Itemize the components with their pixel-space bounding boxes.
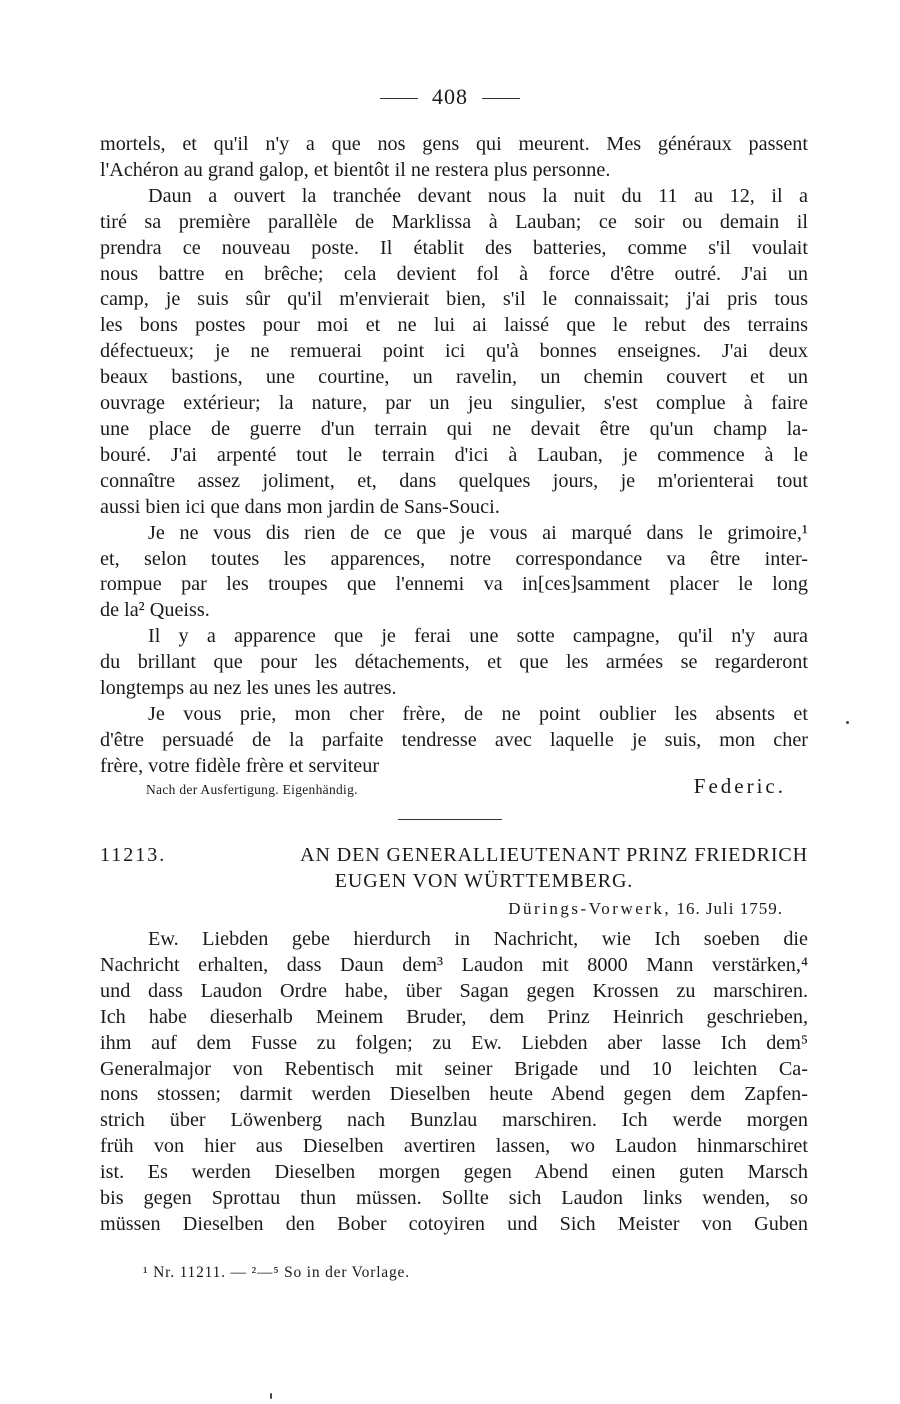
print-speck <box>270 1393 272 1399</box>
text-line: Nachricht erhalten, dass Daun dem³ Laudon mit 8000 Mann verstärken,⁴ <box>100 953 808 976</box>
dateline-place: Dürings-Vorwerk, <box>508 899 672 918</box>
text-line: connaître assez joliment, et, dans quelques jours, je m'orienterai tout <box>100 469 808 492</box>
text-line: müssen Dieselben den Bober cotoyiren und Sich Meister von Guben <box>100 1212 808 1235</box>
text-line: frère, votre fidèle frère et serviteur <box>100 754 380 777</box>
print-speck <box>846 721 849 724</box>
text-line: Generalmajor von Rebentisch mit seiner Brigade und 10 leichten Ca- <box>100 1057 808 1080</box>
text-line: aussi bien ici que dans mon jardin de Sans-Souci. <box>100 495 500 518</box>
footnotes: ¹ Nr. 11211. — ²—⁵ So in der Vorlage. <box>143 1264 410 1281</box>
paragraph <box>100 702 808 780</box>
letter-continuation <box>100 132 808 780</box>
text-line: ihm auf dem Fusse zu folgen; zu Ew. Liebden aber lasse Ich dem⁵ <box>100 1031 808 1054</box>
text-line: ouvrage extérieur; la nature, par un jeu singulier, s'est complue à faire <box>100 392 808 415</box>
letter-number: 11213. <box>100 844 167 866</box>
paragraph <box>100 521 808 625</box>
paragraph <box>100 624 808 702</box>
text-line: Il y a apparence que je ferai une sotte campagne, qu'il n'y aura <box>148 625 808 648</box>
text-line: l'Achéron au grand galop, et bientôt il ne restera plus personne. <box>100 158 611 181</box>
text-line: Ich habe dieserhalb Meinem Bruder, dem Prinz Heinrich geschrieben, <box>100 1005 808 1028</box>
text-line: longtemps au nez les unes les autres. <box>100 677 397 700</box>
text-line: strich über Löwenberg nach Bunzlau marschiren. Ich werde morgen <box>100 1109 808 1132</box>
text-line: camp, je suis sûr qu'il m'envierait bien, s'il le connaissait; j'ai pris tous <box>100 288 808 311</box>
text-line: d'être persuadé de la parfaite tendresse avec laquelle je suis, mon cher <box>100 728 808 751</box>
dateline <box>508 899 783 919</box>
heading-line <box>100 842 808 868</box>
text-line: ist. Es werden Dieselben morgen gegen Abend einen guten Marsch <box>100 1161 808 1184</box>
text-line: prendra ce nouveau poste. Il établit des batteries, comme s'il voulait <box>100 236 808 259</box>
text-line: et, selon toutes les apparences, notre correspondance va être inter- <box>100 547 808 570</box>
text-line: de la² Queiss. <box>100 599 210 622</box>
paragraph <box>100 184 808 521</box>
page-number-text: 408 <box>432 84 468 109</box>
text-line: défectueux; je ne remuerai point ici qu'à bonnes enseignes. J'ai deux <box>100 340 808 363</box>
text-line: beaux bastions, une courtine, un ravelin, un chemin couvert et un <box>100 366 808 389</box>
page-number-rule-right <box>482 98 520 99</box>
recipient-line-2: EUGEN VON WÜRTTEMBERG. <box>334 870 634 892</box>
section-divider <box>398 819 502 820</box>
text-line: Je vous prie, mon cher frère, de ne point oublier les absents et <box>148 702 808 725</box>
page-number-rule-left <box>380 98 418 99</box>
signature: Federic. <box>693 774 786 798</box>
recipient-line-1: AN DEN GENERALLIEUTENANT PRINZ FRIEDRICH <box>300 844 808 866</box>
text-line: nous battre en brêche; cela devient fol à force d'être outré. J'ai un <box>100 262 808 285</box>
dateline-date: 16. Juli 1759. <box>676 899 783 918</box>
text-line: Je ne vous dis rien de ce que je vous ai marqué dans le grimoire,¹ <box>148 521 808 544</box>
text-line: rompue par les troupes que l'ennemi va in[ces]samment placer le long <box>100 573 808 596</box>
text-line: früh von hier aus Dieselben avertiren lassen, wo Laudon hinmarschiret <box>100 1135 808 1158</box>
text-line: du brillant que pour les détachements, et que les armées se regarderont <box>100 651 808 674</box>
letter-body <box>100 927 808 1238</box>
source-note: Nach der Ausfertigung. Eigenhändig. <box>146 782 358 797</box>
text-line: und dass Laudon Ordre habe, über Sagan gegen Krossen zu marschiren. <box>100 979 808 1002</box>
text-line: Ew. Liebden gebe hierdurch in Nachricht, wie Ich soeben die <box>148 928 808 950</box>
page-number <box>0 84 900 110</box>
text-line: les bons postes pour moi et ne lui ai laissé que le rebut des terrains <box>100 314 808 337</box>
letter-heading <box>100 842 808 894</box>
text-line: mortels, et qu'il n'y a que nos gens qui meurent. Mes généraux passent <box>100 133 808 155</box>
text-line: une place de guerre d'un terrain qui ne devait être qu'un champ la- <box>100 417 808 440</box>
closing-row <box>146 774 786 804</box>
text-line: bouré. J'ai arpenté tout le terrain d'ici à Lauban, je commence à le <box>100 443 808 466</box>
text-line: nons stossen; darmit werden Dieselben heute Abend gegen dem Zapfen- <box>100 1083 808 1106</box>
text-line: bis gegen Sprottau thun müssen. Sollte sich Laudon links wenden, so <box>100 1187 808 1210</box>
text-line: Daun a ouvert la tranchée devant nous la nuit du 11 au 12, il a <box>148 184 808 207</box>
text-line: tiré sa première parallèle de Marklissa à Lauban; ce soir ou demain il <box>100 210 808 233</box>
